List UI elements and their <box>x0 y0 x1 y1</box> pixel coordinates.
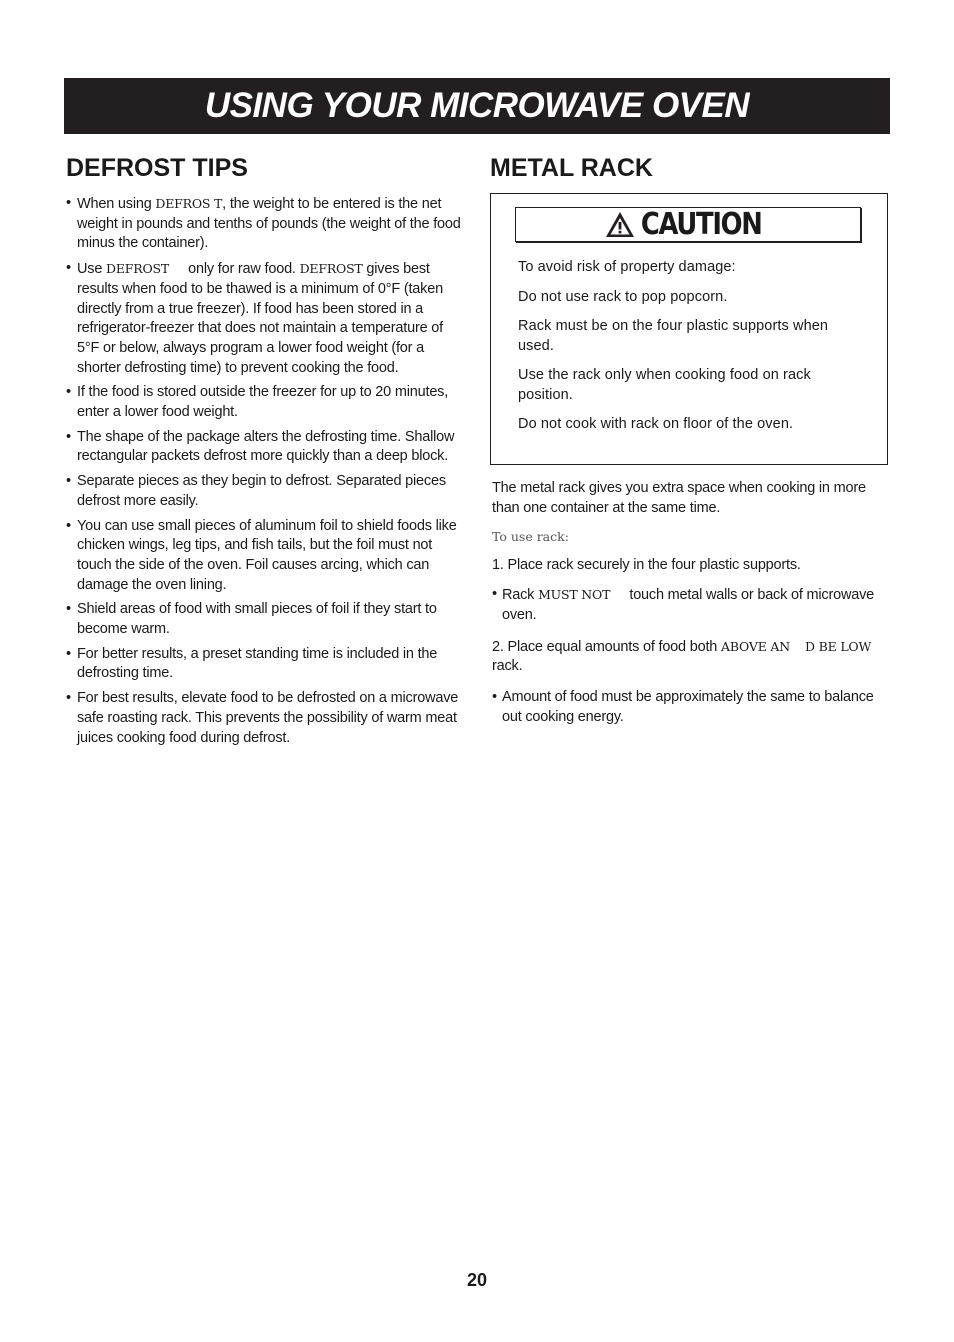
list-item: • Rack MUST NOT touch metal walls or back of microwave oven. <box>492 586 878 623</box>
caution-line: To avoid risk of property damage: <box>518 259 736 275</box>
caution-line: Rack must be on the four plastic supports when used. <box>518 318 829 354</box>
defrost-tips-section <box>66 152 466 753</box>
page-title-banner <box>64 78 890 134</box>
keyword-defrost: DEFROST <box>299 261 363 277</box>
keyword-defrost: DEFROS T <box>155 196 223 211</box>
caution-box <box>490 193 888 465</box>
caution-line: Do not cook with rack on floor of the oven. <box>518 416 794 432</box>
list-item: • For better results, a preset standing time is included in the defrosting time. <box>66 645 438 682</box>
caution-line: Use the rack only when cooking food on rack position. <box>518 367 811 403</box>
defrost-tips-heading: DEFROST TIPS <box>66 154 248 182</box>
keyword-defrost: DEFROST <box>106 261 169 277</box>
list-item: • The shape of the package alters the defrosting time. Shallow rectangular packets defrost more quickly than a deep block. <box>66 428 455 465</box>
defrost-tips-list <box>66 194 466 748</box>
list-item: • When using DEFROS T, the weight to be entered is the net weight in pounds and tenths of pounds (the weight of the food minus the container). <box>66 195 461 252</box>
caution-label: CAUTION <box>640 207 762 242</box>
list-item: • You can use small pieces of aluminum foil to shield foods like chicken wings, leg tips, and fish tails, but the foil must not touch the side of the oven. Foil causes arcing, which can damage the oven lining. <box>66 517 457 593</box>
keyword-must-not: MUST NOT <box>538 587 611 603</box>
caution-text <box>518 258 863 445</box>
keyword-above-below: ABOVE AN D BE LOW <box>721 638 872 654</box>
metal-rack-heading: METAL RACK <box>490 154 653 182</box>
list-item: • Separate pieces as they begin to defrost. Separated pieces defrost more easily. <box>66 473 446 509</box>
list-item: • Shield areas of food with small pieces of foil if they start to become warm. <box>66 601 437 638</box>
step-1: 1. Place rack securely in the four plastic supports. <box>492 557 801 574</box>
step-2: 2. Place equal amounts of food both ABOVE AN D BE LOW rack. <box>492 638 891 675</box>
list-item: • Amount of food must be approximately the same to balance out cooking energy. <box>492 688 874 725</box>
warning-triangle-icon <box>605 211 635 238</box>
metal-rack-section <box>490 152 890 727</box>
caution-header <box>515 207 861 242</box>
rack-intro: The metal rack gives you extra space when cooking in more than one container at the same time. <box>492 480 866 516</box>
list-item: • Use DEFROST only for raw food. DEFROST gives best results when food to be thawed is a minimum of 0°F (taken directly from a true freezer). If food has been stored in a refrigerator-freezer that does not maintain a temperature of 5°F or below, always program a lower food weight (for a shorter defrosting time) to prevent cooking the food. <box>66 260 443 376</box>
caution-line: Do not use rack to pop popcorn. <box>518 288 728 305</box>
page-title: USING YOUR MICROWAVE OVEN <box>204 86 750 125</box>
page-number: 20 <box>466 1270 488 1290</box>
list-item: • If the food is stored outside the freezer for up to 20 minutes, enter a lower food weight. <box>66 384 449 421</box>
list-item: • For best results, elevate food to be defrosted on a microwave safe roasting rack. This prevents the possibility of warm meat juices cooking food during defrost. <box>66 690 459 746</box>
to-use-rack-label: To use rack: <box>492 529 569 545</box>
